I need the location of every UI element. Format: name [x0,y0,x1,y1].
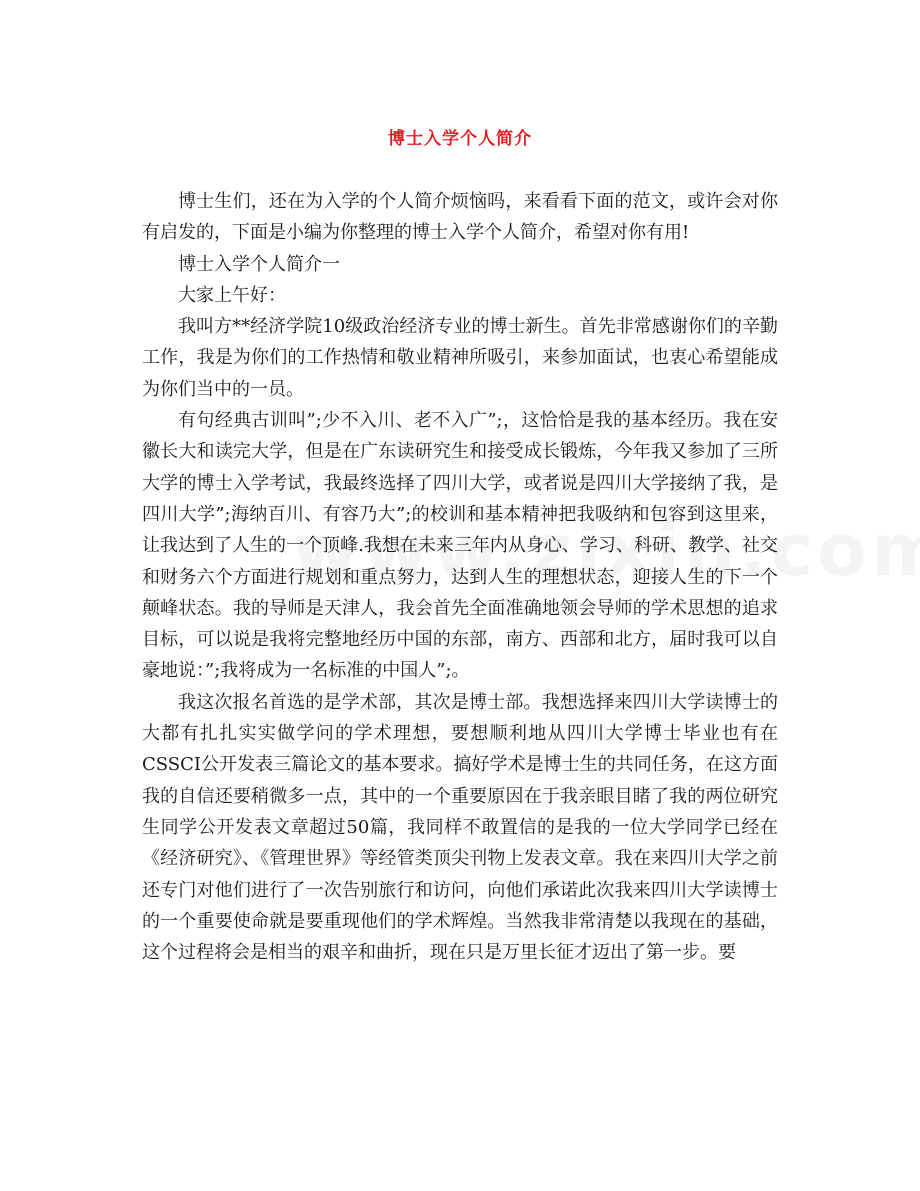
greeting-paragraph: 大家上午好： [178,284,286,306]
page-title: 博士入学个人简介 [388,129,532,149]
self-intro-paragraph: 我叫方**经济学院10级政治经济专业的博士新生。首先非常感谢你们的辛勤工作，我是为你们的工作热情和敬业精神所吸引，来参加面试，也衷心希望能成为你们当中的一员。 [142,316,778,400]
document-body [142,186,778,968]
experience-paragraph: 有句经典古训叫”;少不入川、老不入广”;，这恰恰是我的基本经历。我在安徽长大和读完大学，但是在广东读研究生和接受成长锻炼，今年我又参加了三所大学的博士入学考试，我最终选择了四川大学，或者说是四川大学接纳了我，是四川大学”;海纳百川、有容乃大”;的校训和基本精神把我吸纳和包容到这里来，让我达到了人生的一个顶峰.我想在未来三年内从身心、学习、科研、教学、社交和财务六个方面进行规划和重点努力，达到人生的理想状态，迎接人生的下一个颠峰状态。我的导师是天津人，我会首先全面准确地领会导师的学术思想的追求目标，可以说是我将完整地经历中国的东部，南方、西部和北方，届时我可以自豪地说：”;我将成为一名标准的中国人”;。 [142,410,778,682]
academic-goal-paragraph: 我这次报名首选的是学术部，其次是博士部。我想选择来四川大学读博士的大都有扎扎实实做学问的学术理想，要想顺利地从四川大学博士毕业也有在CSSCI公开发表三篇论文的基本要求。搞好学术是博士生的共同任务，在这方面我的自信还要稍微多一点，其中的一个重要原因在于我亲眼目睹了我的两位研究生同学公开发表文章超过50篇，我同样不敢置信的是我的一位大学同学已经在《经济研究》、《管理世界》等经管类顶尖刊物上发表文章。我在来四川大学之前还专门对他们进行了一次告别旅行和访问，向他们承诺此次我来四川大学读博士的一个重要使命就是要重现他们的学术辉煌。当然我非常清楚以我现在的基础，这个过程将会是相当的艰辛和曲折，现在只是万里长征才迈出了第一步。要 [142,691,778,964]
section-heading: 博士入学个人简介一 [178,253,340,275]
intro-paragraph: 博士生们，还在为入学的个人简介烦恼吗，来看看下面的范文，或许会对你有启发的，下面是小编为你整理的博士入学个人简介，希望对你有用! [142,191,778,244]
